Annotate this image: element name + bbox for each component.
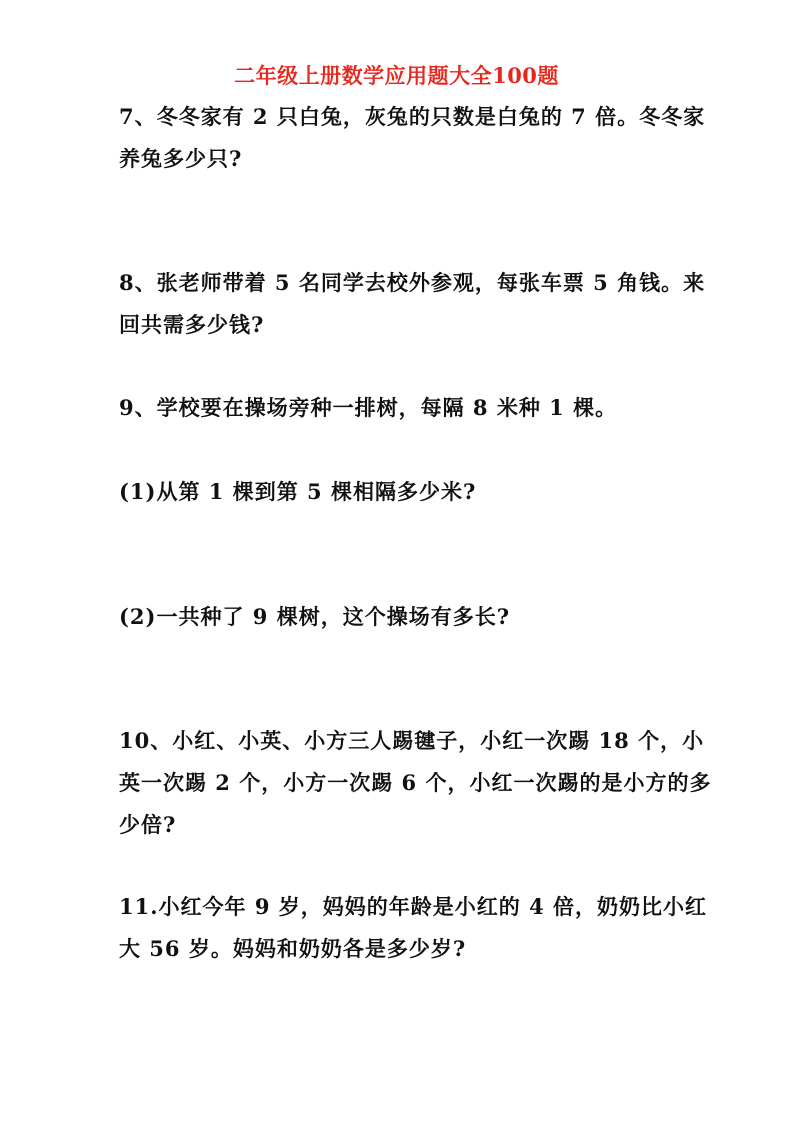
question-8-line-1: 8、张老师带着 5 名同学去校外参观，每张车票 5 角钱。来 (119, 270, 706, 295)
question-7 (119, 96, 706, 180)
question-10-line-3: 少倍? (119, 812, 177, 837)
question-10 (119, 720, 712, 846)
question-10-line-2: 英一次踢 2 个，小方一次踢 6 个，小红一次踢的是小方的多 (119, 770, 712, 795)
question-11 (119, 886, 708, 970)
question-8 (119, 262, 706, 346)
question-8-line-2: 回共需多少钱? (119, 312, 265, 337)
question-9 (119, 387, 679, 429)
question-9-part-1-line-1: (1)从第 1 棵到第 5 棵相隔多少米? (119, 479, 477, 504)
question-7-line-1: 7、冬冬家有 2 只白兔，灰兔的只数是白兔的 7 倍。冬冬家 (119, 104, 706, 129)
question-9-part-2 (119, 596, 679, 638)
question-11-line-2: 大 56 岁。妈妈和奶奶各是多少岁? (119, 936, 467, 961)
question-11-line-1: 11.小红今年 9 岁，妈妈的年龄是小红的 4 倍，奶奶比小红 (119, 894, 708, 919)
question-9-part-2-line-1: (2)一共种了 9 棵树，这个操场有多长? (119, 604, 511, 629)
question-9-part-1 (119, 471, 679, 513)
question-7-line-2: 养兔多少只? (119, 146, 243, 171)
page-title: 二年级上册数学应用题大全100题 (234, 63, 559, 88)
question-10-line-1: 10、小红、小英、小方三人踢毽子，小红一次踢 18 个，小 (119, 728, 705, 753)
question-9-line-1: 9、学校要在操场旁种一排树，每隔 8 米种 1 棵。 (119, 395, 618, 420)
